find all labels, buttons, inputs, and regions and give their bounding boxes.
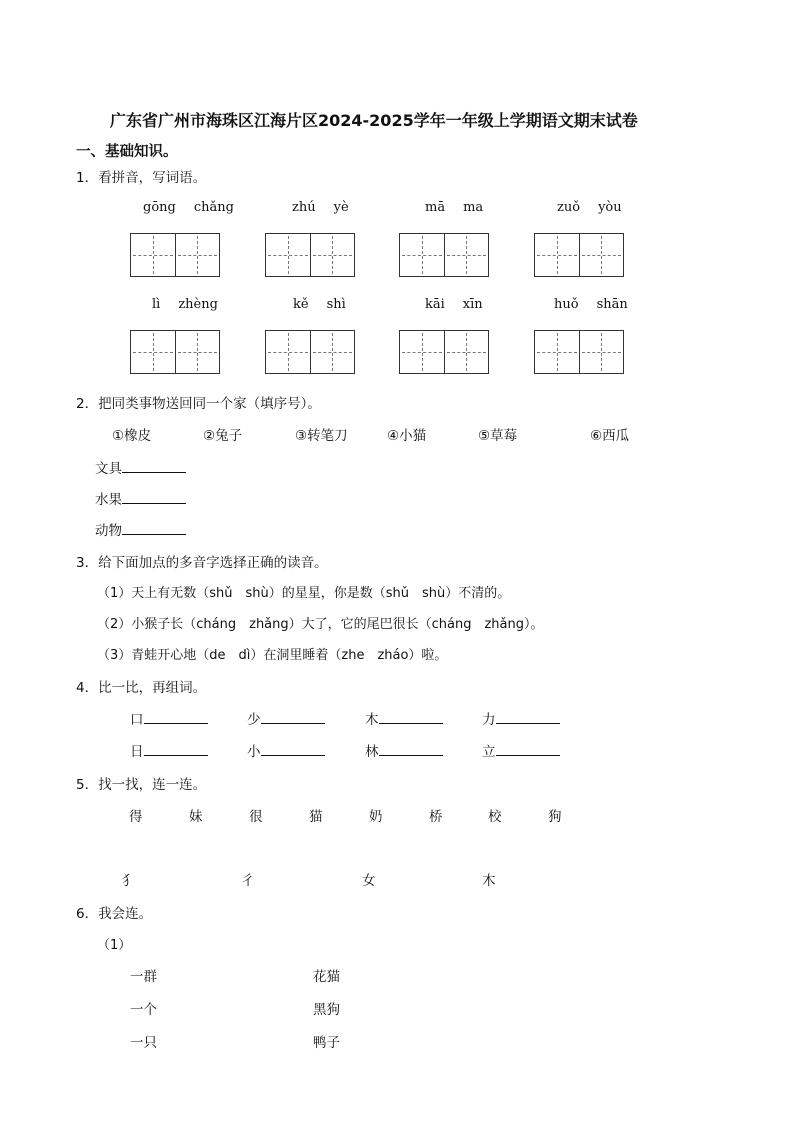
option-item: ⑤草莓 bbox=[478, 428, 518, 444]
question-prompt: 给下面加点的多音字选择正确的读音。 bbox=[98, 555, 328, 571]
radical-item[interactable]: 犭 bbox=[122, 873, 136, 889]
answer-blank[interactable] bbox=[122, 522, 186, 535]
character-item[interactable]: 很 bbox=[249, 809, 263, 825]
radical-item[interactable]: 木 bbox=[482, 873, 496, 889]
character-item[interactable]: 桥 bbox=[429, 809, 443, 825]
compare-item: 木 bbox=[365, 708, 443, 728]
writing-grid[interactable] bbox=[265, 330, 355, 374]
question-number: 2． bbox=[76, 396, 99, 412]
radical-item[interactable]: 彳 bbox=[241, 873, 255, 889]
pinyin-label: gōng chǎng bbox=[143, 200, 234, 215]
answer-blank[interactable] bbox=[379, 711, 443, 724]
section-heading: 一、基础知识。 bbox=[76, 144, 178, 160]
match-left-item[interactable]: 一群 bbox=[130, 969, 157, 985]
writing-grid[interactable] bbox=[130, 330, 220, 374]
compare-item: 力 bbox=[482, 708, 560, 728]
pinyin-label: kāi xīn bbox=[425, 297, 483, 312]
writing-grid[interactable] bbox=[130, 233, 220, 277]
sub-question-label: （1） bbox=[97, 938, 132, 953]
question-number: 4． bbox=[76, 680, 99, 696]
question-number: 1． bbox=[76, 170, 99, 186]
writing-grid[interactable] bbox=[399, 330, 489, 374]
question-prompt: 我会连。 bbox=[98, 906, 153, 922]
category-row bbox=[95, 457, 186, 477]
writing-grid[interactable] bbox=[534, 233, 624, 277]
question-prompt: 把同类事物送回同一个家（填序号）。 bbox=[98, 396, 321, 412]
option-item: ③转笔刀 bbox=[295, 428, 348, 444]
category-label: 动物 bbox=[95, 523, 122, 539]
question-number: 3． bbox=[76, 555, 99, 571]
question-1 bbox=[76, 166, 206, 186]
character-item[interactable]: 校 bbox=[488, 809, 502, 825]
question-3 bbox=[76, 551, 328, 571]
writing-grid[interactable] bbox=[265, 233, 355, 277]
character-item[interactable]: 奶 bbox=[369, 809, 383, 825]
compare-item: 林 bbox=[365, 740, 443, 760]
writing-grid[interactable] bbox=[399, 233, 489, 277]
option-item: ④小猫 bbox=[387, 428, 427, 444]
category-row bbox=[95, 488, 186, 508]
character-item[interactable]: 妹 bbox=[189, 809, 203, 825]
answer-blank[interactable] bbox=[379, 743, 443, 756]
match-left-item[interactable]: 一个 bbox=[130, 1002, 157, 1018]
question-2 bbox=[76, 392, 321, 412]
question-prompt: 看拼音，写词语。 bbox=[98, 170, 207, 186]
category-row bbox=[95, 519, 186, 539]
character-item[interactable]: 狗 bbox=[548, 809, 562, 825]
answer-blank[interactable] bbox=[261, 711, 325, 724]
answer-blank[interactable] bbox=[496, 743, 560, 756]
compare-item: 口 bbox=[130, 708, 208, 728]
answer-blank[interactable] bbox=[261, 743, 325, 756]
option-item: ⑥西瓜 bbox=[590, 428, 630, 444]
compare-item: 小 bbox=[247, 740, 325, 760]
pinyin-label: mā ma bbox=[425, 200, 484, 215]
answer-blank[interactable] bbox=[122, 491, 186, 504]
question-5 bbox=[76, 773, 206, 793]
answer-blank[interactable] bbox=[496, 711, 560, 724]
question-6 bbox=[76, 902, 152, 922]
answer-blank[interactable] bbox=[144, 711, 208, 724]
question-4 bbox=[76, 676, 206, 696]
sentence-line: （3）青蛙开心地（de dì）在洞里睡着（zhe zháo）啦。 bbox=[97, 648, 448, 663]
match-left-item[interactable]: 一只 bbox=[130, 1035, 157, 1051]
pinyin-label: zuǒ yòu bbox=[557, 200, 622, 215]
pinyin-label: kě shì bbox=[293, 297, 346, 312]
question-number: 5． bbox=[76, 777, 99, 793]
match-right-item[interactable]: 鸭子 bbox=[313, 1035, 340, 1051]
option-item: ②兔子 bbox=[203, 428, 243, 444]
question-prompt: 比一比，再组词。 bbox=[98, 680, 207, 696]
question-prompt: 找一找，连一连。 bbox=[98, 777, 207, 793]
category-label: 文具 bbox=[95, 461, 122, 477]
compare-item: 立 bbox=[482, 740, 560, 760]
answer-blank[interactable] bbox=[144, 743, 208, 756]
match-right-item[interactable]: 黑狗 bbox=[313, 1002, 340, 1018]
radical-item[interactable]: 女 bbox=[362, 873, 376, 889]
writing-grid[interactable] bbox=[534, 330, 624, 374]
pinyin-label: zhú yè bbox=[292, 200, 349, 215]
pinyin-label: lì zhèng bbox=[152, 297, 218, 312]
category-label: 水果 bbox=[95, 492, 122, 508]
match-right-item[interactable]: 花猫 bbox=[313, 969, 340, 985]
sentence-line: （2）小猴子长（cháng zhǎng）大了，它的尾巴很长（cháng zhǎng）。 bbox=[97, 617, 544, 632]
compare-item: 日 bbox=[130, 740, 208, 760]
answer-blank[interactable] bbox=[122, 460, 186, 473]
character-item[interactable]: 猫 bbox=[309, 809, 323, 825]
sentence-line: （1）天上有无数（shǔ shù）的星星，你是数（shǔ shù）不清的。 bbox=[97, 586, 511, 601]
page-title: 广东省广州市海珠区江海片区2024-2025学年一年级上学期语文期末试卷 bbox=[110, 111, 638, 130]
option-item: ①橡皮 bbox=[112, 428, 152, 444]
pinyin-label: huǒ shān bbox=[554, 297, 628, 312]
character-item[interactable]: 得 bbox=[129, 809, 143, 825]
compare-item: 少 bbox=[247, 708, 325, 728]
question-number: 6． bbox=[76, 906, 99, 922]
